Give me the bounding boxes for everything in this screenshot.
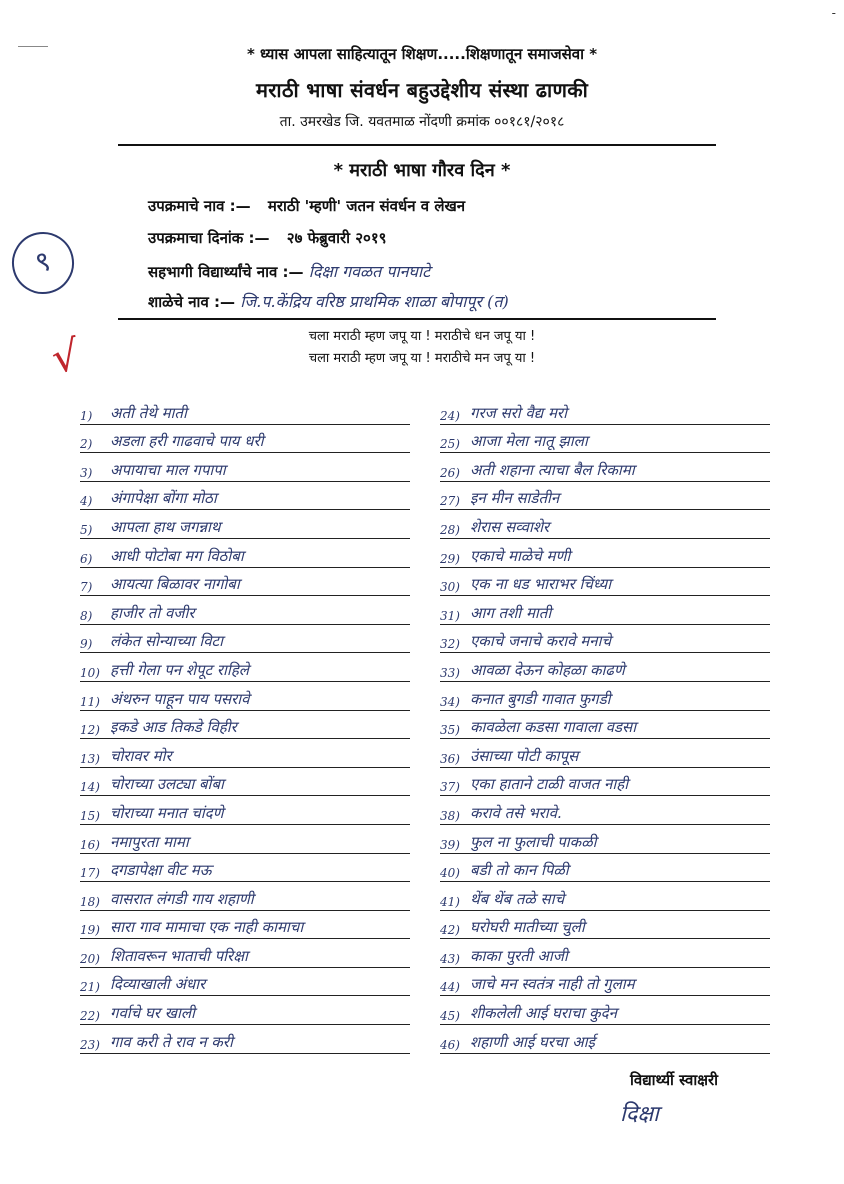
proverb-text: चोराच्या उलट्या बोंबा bbox=[110, 775, 224, 794]
proverb-line bbox=[440, 1025, 770, 1054]
school-label: शाळेचे नाव :— bbox=[148, 293, 236, 311]
proverb-number: 24) bbox=[440, 408, 460, 423]
proverb-number: 12) bbox=[80, 723, 100, 738]
divider-top bbox=[118, 144, 716, 146]
student-row bbox=[148, 260, 430, 282]
proverb-line bbox=[440, 482, 770, 511]
proverb-text: एकाचे माळेचे मणी bbox=[470, 546, 571, 565]
proverb-number: 5) bbox=[80, 522, 93, 537]
school-name: जि.प.केंद्रिय वरिष्ठ प्राथमिक शाळा बोपापूर (त) bbox=[240, 292, 509, 311]
proverb-text: बडी तो कान पिळी bbox=[470, 861, 569, 880]
proverb-text: काका पुरती आजी bbox=[470, 946, 568, 965]
proverb-line bbox=[440, 653, 770, 682]
proverb-number: 4) bbox=[80, 494, 93, 509]
proverb-text: उंसाच्या पोटी कापूस bbox=[470, 746, 579, 765]
proverb-text: अंगापेक्षा बोंगा मोठा bbox=[110, 489, 217, 508]
proverb-number: 8) bbox=[80, 608, 93, 623]
proverb-number: 42) bbox=[440, 923, 460, 938]
proverb-line bbox=[80, 996, 410, 1025]
proverb-line bbox=[80, 482, 410, 511]
proverb-line bbox=[80, 396, 410, 425]
proverb-number: 10) bbox=[80, 665, 100, 680]
proverb-text: इकडे आड तिकडे विहीर bbox=[110, 718, 237, 737]
proverb-line bbox=[440, 796, 770, 825]
circled-number-mark: ९ bbox=[6, 226, 80, 300]
proverb-line bbox=[80, 768, 410, 797]
proverb-text: दिव्याखाली अंधार bbox=[110, 975, 206, 994]
proverb-line bbox=[80, 596, 410, 625]
proverb-line bbox=[440, 911, 770, 940]
proverb-number: 7) bbox=[80, 580, 93, 595]
proverb-number: 44) bbox=[440, 980, 460, 995]
proverb-text: अडला हरी गाढवाचे पाय धरी bbox=[110, 432, 264, 451]
proverb-number: 18) bbox=[80, 894, 100, 909]
proverb-line bbox=[80, 539, 410, 568]
proverb-text: गरज सरो वैद्य मरो bbox=[470, 403, 567, 422]
motto: * ध्यास आपला साहित्यातून शिक्षण.....शिक्षणातून समाजसेवा * bbox=[246, 45, 598, 63]
proverb-line bbox=[440, 996, 770, 1025]
proverb-line bbox=[440, 968, 770, 997]
proverb-number: 34) bbox=[440, 694, 460, 709]
proverb-text: कावळेला कडसा गावाला वडसा bbox=[470, 718, 637, 737]
date-label: उपक्रमाचा दिनांक :— bbox=[148, 229, 270, 247]
proverb-number: 1) bbox=[80, 408, 93, 423]
proverb-text: अपायाचा माल गपापा bbox=[110, 460, 226, 479]
proverb-text: एकाचे जनाचे करावे मनाचे bbox=[470, 632, 611, 651]
proverb-number: 43) bbox=[440, 951, 460, 966]
proverb-number: 13) bbox=[80, 751, 100, 766]
proverb-line bbox=[440, 682, 770, 711]
proverb-text: शहाणी आई घरचा आई bbox=[470, 1032, 595, 1051]
proverb-number: 3) bbox=[80, 465, 93, 480]
proverb-text: एका हाताने टाळी वाजत नाही bbox=[470, 775, 629, 794]
proverb-number: 21) bbox=[80, 980, 100, 995]
proverb-text: जाचे मन स्वतंत्र नाही तो गुलाम bbox=[470, 975, 635, 994]
proverb-text: थेंब थेंब तळे साचे bbox=[470, 889, 565, 908]
proverb-line bbox=[80, 653, 410, 682]
proverb-text: इन मीन साडेतीन bbox=[470, 489, 560, 508]
date-row bbox=[148, 228, 386, 248]
proverb-line bbox=[440, 396, 770, 425]
proverb-line bbox=[440, 625, 770, 654]
proverb-line bbox=[440, 510, 770, 539]
proverb-number: 20) bbox=[80, 951, 100, 966]
proverb-number: 28) bbox=[440, 522, 460, 537]
proverb-line bbox=[80, 968, 410, 997]
proverb-text: कनात बुगडी गावात फुगडी bbox=[470, 689, 611, 708]
divider-bottom bbox=[118, 318, 716, 320]
proverb-number: 40) bbox=[440, 866, 460, 881]
proverb-text: सारा गाव मामाचा एक नाही कामाचा bbox=[110, 918, 304, 937]
proverb-number: 32) bbox=[440, 637, 460, 652]
proverb-line bbox=[80, 825, 410, 854]
proverb-text: आजा मेला नातू झाला bbox=[470, 432, 588, 451]
proverb-number: 27) bbox=[440, 494, 460, 509]
proverb-line bbox=[440, 711, 770, 740]
activity-label: उपक्रमाचे नाव :— bbox=[148, 197, 251, 215]
proverb-line bbox=[440, 425, 770, 454]
proverb-number: 22) bbox=[80, 1009, 100, 1024]
student-label: सहभागी विद्यार्थ्यांचे नाव :— bbox=[148, 263, 304, 281]
proverb-line bbox=[80, 568, 410, 597]
student-name: दिक्षा गवळत पानघाटे bbox=[308, 262, 431, 281]
event-title: * मराठी भाषा गौरव दिन * bbox=[333, 160, 511, 181]
proverb-number: 35) bbox=[440, 723, 460, 738]
proverb-number: 26) bbox=[440, 465, 460, 480]
proverb-text: हाजीर तो वजीर bbox=[110, 603, 195, 622]
student-signature: दिक्षा bbox=[620, 1102, 659, 1127]
proverb-number: 30) bbox=[440, 580, 460, 595]
proverb-line bbox=[80, 739, 410, 768]
proverb-number: 2) bbox=[80, 437, 93, 452]
proverb-line bbox=[440, 739, 770, 768]
proverb-number: 29) bbox=[440, 551, 460, 566]
proverb-text: चोराच्या मनात चांदणे bbox=[110, 803, 224, 822]
proverb-text: आयत्या बिळावर नागोबा bbox=[110, 575, 240, 594]
proverb-number: 14) bbox=[80, 780, 100, 795]
proverb-line bbox=[80, 453, 410, 482]
proverb-line bbox=[440, 568, 770, 597]
proverb-line bbox=[80, 854, 410, 883]
proverb-text: लंकेत सोन्याच्या विटा bbox=[110, 632, 224, 651]
proverb-text: आपला हाथ जगन्नाथ bbox=[110, 517, 221, 536]
proverb-line bbox=[440, 939, 770, 968]
slogan-2: चला मराठी म्हण जपू या ! मराठीचे मन जपू या ! bbox=[308, 351, 536, 366]
proverb-line bbox=[80, 796, 410, 825]
proverb-text: आधी पोटोबा मग विठोबा bbox=[110, 546, 244, 565]
date-value: २७ फेब्रुवारी २०१९ bbox=[286, 229, 387, 247]
proverb-text: आवळा देऊन कोहळा काढणे bbox=[470, 660, 625, 679]
proverb-line bbox=[440, 596, 770, 625]
proverb-text: आग तशी माती bbox=[470, 603, 552, 622]
proverb-line bbox=[440, 453, 770, 482]
proverb-number: 19) bbox=[80, 923, 100, 938]
signature-label: विद्यार्थ्यी स्वाक्षरी bbox=[630, 1071, 718, 1089]
proverb-text: अती तेथे माती bbox=[110, 403, 187, 422]
proverb-text: एक ना धड भाराभर चिंध्या bbox=[470, 575, 612, 594]
proverb-text: अंथरुन पाहून पाय पसरावे bbox=[110, 689, 250, 708]
proverb-number: 36) bbox=[440, 751, 460, 766]
proverb-number: 37) bbox=[440, 780, 460, 795]
proverb-list-left bbox=[80, 396, 410, 1054]
corner-mark: - bbox=[831, 6, 836, 20]
proverb-line bbox=[440, 768, 770, 797]
proverb-number: 45) bbox=[440, 1009, 460, 1024]
proverb-line bbox=[80, 682, 410, 711]
proverb-number: 23) bbox=[80, 1037, 100, 1052]
proverb-text: चोरावर मोर bbox=[110, 746, 172, 765]
proverb-text: घरोघरी मातीच्या चुली bbox=[470, 918, 585, 937]
proverb-number: 6) bbox=[80, 551, 93, 566]
proverb-text: शीकलेली आई घराचा कुदेन bbox=[470, 1004, 617, 1023]
proverb-text: गाव करी ते राव न करी bbox=[110, 1032, 233, 1051]
proverb-line bbox=[80, 882, 410, 911]
proverb-number: 9) bbox=[80, 637, 93, 652]
proverb-number: 46) bbox=[440, 1037, 460, 1052]
slogan-1: चला मराठी म्हण जपू या ! मराठीचे धन जपू या ! bbox=[308, 329, 536, 344]
proverb-text: हत्ती गेला पन शेपूट राहिले bbox=[110, 660, 249, 679]
proverb-line bbox=[80, 425, 410, 454]
proverb-number: 25) bbox=[440, 437, 460, 452]
proverb-text: शेरास सव्वाशेर bbox=[470, 517, 550, 536]
proverb-text: अती शहाना त्याचा बैल रिकामा bbox=[470, 460, 635, 479]
proverb-line bbox=[440, 539, 770, 568]
proverb-line bbox=[80, 939, 410, 968]
proverb-number: 15) bbox=[80, 808, 100, 823]
proverb-list-right bbox=[440, 396, 770, 1054]
organization-name: मराठी भाषा संवर्धन बहुउद्देशीय संस्था ढाणकी bbox=[255, 78, 589, 102]
proverb-text: गर्वाचे घर खाली bbox=[110, 1004, 195, 1023]
proverb-line bbox=[440, 882, 770, 911]
proverb-line bbox=[440, 825, 770, 854]
proverb-number: 16) bbox=[80, 837, 100, 852]
proverb-number: 11) bbox=[80, 694, 100, 709]
proverb-text: नमापुरता मामा bbox=[110, 832, 189, 851]
activity-row bbox=[148, 196, 465, 216]
proverb-number: 33) bbox=[440, 665, 460, 680]
proverb-line bbox=[80, 911, 410, 940]
proverb-line bbox=[80, 1025, 410, 1054]
proverb-number: 38) bbox=[440, 808, 460, 823]
proverb-line bbox=[80, 510, 410, 539]
proverb-text: करावे तसे भरावे. bbox=[470, 803, 562, 822]
proverb-text: वासरात लंगडी गाय शहाणी bbox=[110, 889, 254, 908]
proverb-number: 41) bbox=[440, 894, 460, 909]
proverb-line bbox=[80, 625, 410, 654]
proverb-text: शितावरून भाताची परिक्षा bbox=[110, 946, 248, 965]
proverb-line bbox=[80, 711, 410, 740]
proverb-number: 31) bbox=[440, 608, 460, 623]
proverb-line bbox=[440, 854, 770, 883]
activity-value: मराठी 'म्हणी' जतन संवर्धन व लेखन bbox=[267, 197, 466, 215]
red-tick-mark: √ bbox=[47, 330, 83, 383]
proverb-text: दगडापेक्षा वीट मऊ bbox=[110, 861, 212, 880]
registration-line: ता. उमरखेड जि. यवतमाळ नोंदणी क्रमांक ००१८१/२०१८ bbox=[279, 114, 565, 130]
school-row bbox=[148, 290, 509, 312]
proverb-number: 17) bbox=[80, 866, 100, 881]
proverb-number: 39) bbox=[440, 837, 460, 852]
proverb-text: फुल ना फुलाची पाकळी bbox=[470, 832, 597, 851]
